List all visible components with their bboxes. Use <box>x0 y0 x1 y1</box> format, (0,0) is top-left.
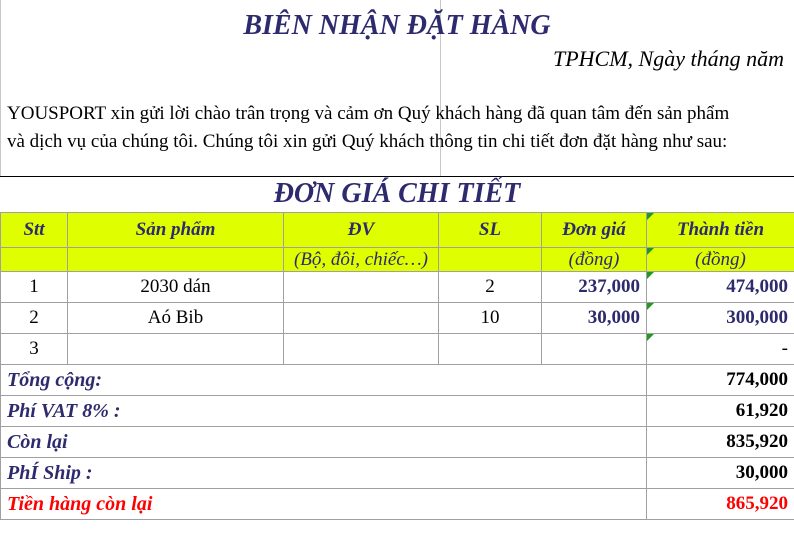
remaining-label: Còn lại <box>1 427 439 458</box>
section-subtitle: ĐƠN GIÁ CHI TIẾT <box>273 178 521 209</box>
cell-price: 30,000 <box>542 303 647 334</box>
cell-unit <box>284 303 439 334</box>
subheader-product <box>68 248 284 272</box>
intro-line-2: và dịch vụ của chúng tôi. Chúng tôi xin gửi Quý khách thông tin chi tiết đơn đặt hàng như sau: <box>7 131 728 152</box>
table-row <box>1 303 794 334</box>
subheader-stt <box>1 248 68 272</box>
remaining-value: 835,920 <box>647 427 794 458</box>
summary-remaining-row <box>1 427 794 458</box>
summary-spacer <box>439 458 647 489</box>
cell-price <box>542 334 647 365</box>
cell-stt: 2 <box>1 303 68 334</box>
table-header-row <box>1 213 794 248</box>
cell-qty <box>439 334 542 365</box>
header-stt: Stt <box>1 213 68 248</box>
header-total: Thành tiền <box>647 213 794 248</box>
subheader-qty <box>439 248 542 272</box>
intro-text <box>7 100 792 156</box>
cell-unit <box>284 334 439 365</box>
order-table <box>0 212 794 520</box>
subheader-price: (đồng) <box>542 248 647 272</box>
cell-total: - <box>647 334 794 365</box>
table-row <box>1 334 794 365</box>
table-subheader-row <box>1 248 794 272</box>
header-price: Đơn giá <box>542 213 647 248</box>
vat-value: 61,920 <box>647 396 794 427</box>
summary-spacer <box>439 365 647 396</box>
summary-subtotal-row <box>1 365 794 396</box>
ship-value: 30,000 <box>647 458 794 489</box>
summary-final-row <box>1 489 794 520</box>
cell-product <box>68 334 284 365</box>
cell-stt: 3 <box>1 334 68 365</box>
intro-line-1: YOUSPORT xin gửi lời chào trân trọng và cảm ơn Quý khách hàng đã quan tâm đến sản phẩm <box>7 103 730 124</box>
header-product: Sản phẩm <box>68 213 284 248</box>
cell-total: 474,000 <box>647 272 794 303</box>
vat-label: Phí VAT 8% : <box>1 396 439 427</box>
date-line: TPHCM, Ngày tháng năm <box>553 46 784 71</box>
subtotal-label: Tổng cộng: <box>1 365 439 396</box>
summary-ship-row <box>1 458 794 489</box>
summary-vat-row <box>1 396 794 427</box>
subtotal-value: 774,000 <box>647 365 794 396</box>
cell-qty: 2 <box>439 272 542 303</box>
cell-total: 300,000 <box>647 303 794 334</box>
header-qty: SL <box>439 213 542 248</box>
final-value: 865,920 <box>647 489 794 520</box>
subheader-total: (đồng) <box>647 248 794 272</box>
cell-unit <box>284 272 439 303</box>
summary-spacer <box>439 489 647 520</box>
summary-spacer <box>439 396 647 427</box>
cell-qty: 10 <box>439 303 542 334</box>
final-label: Tiền hàng còn lại <box>1 489 439 520</box>
subheader-unit: (Bộ, đôi, chiếc…) <box>284 248 439 272</box>
summary-spacer <box>439 427 647 458</box>
cell-stt: 1 <box>1 272 68 303</box>
header-unit: ĐV <box>284 213 439 248</box>
cell-price: 237,000 <box>542 272 647 303</box>
receipt-title: BIÊN NHẬN ĐẶT HÀNG <box>243 10 551 41</box>
divider <box>0 176 794 177</box>
cell-product: 2030 dán <box>68 272 284 303</box>
cell-product: Aó Bib <box>68 303 284 334</box>
table-row <box>1 272 794 303</box>
ship-label: PhÍ Ship : <box>1 458 439 489</box>
